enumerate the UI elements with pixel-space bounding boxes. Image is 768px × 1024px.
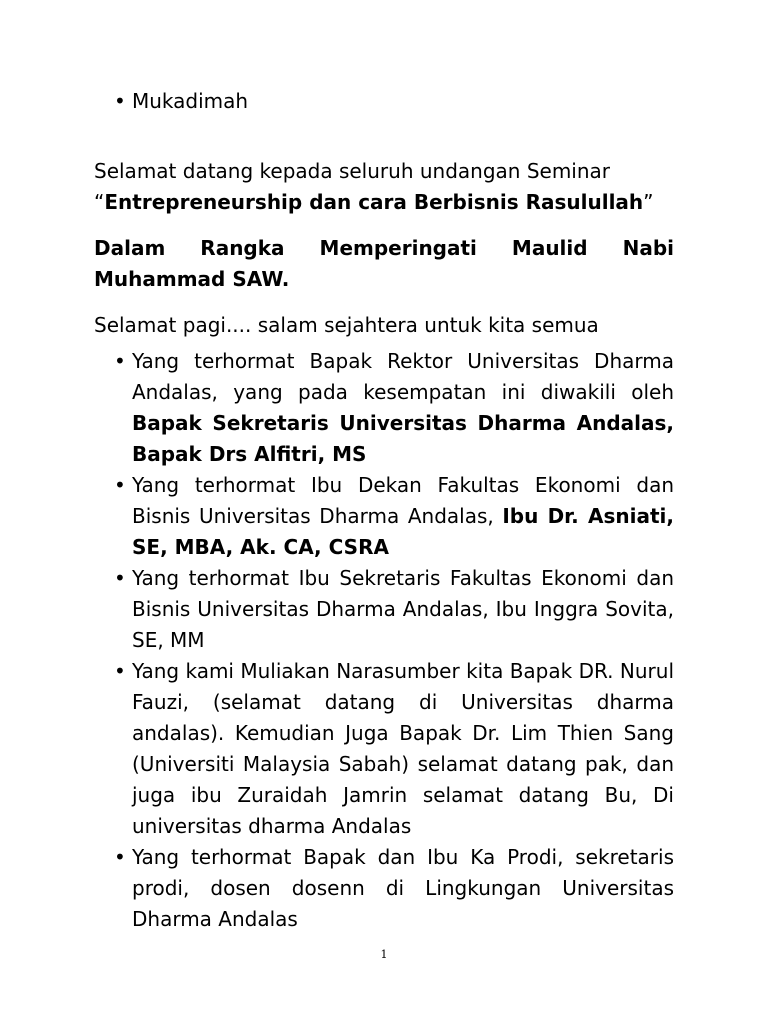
list-item-plain: Yang terhormat Ibu Sekretaris Fakultas Ekonomi dan Bisnis Universitas Dharma Andalas, Ibu Inggra Sovita, SE, MM xyxy=(132,566,674,652)
welcome-paragraph xyxy=(94,156,674,218)
bullet-icon: • xyxy=(114,566,126,590)
list-item-text xyxy=(132,563,674,656)
bullet-icon: • xyxy=(114,659,126,683)
list-item xyxy=(94,346,674,470)
open-quote: “ xyxy=(94,190,105,214)
intro-bullet-text: Mukadimah xyxy=(132,89,249,113)
list-item-text xyxy=(132,842,674,935)
list-item xyxy=(94,656,674,842)
event-heading-line1: Dalam Rangka Memperingati Maulid Nabi xyxy=(94,236,674,260)
list-item-text xyxy=(132,470,674,563)
close-quote: ” xyxy=(643,190,654,214)
list-item-bold: Bapak Sekretaris Universitas Dharma Andalas, Bapak Drs Alfitri, MS xyxy=(132,411,674,466)
list-item xyxy=(94,842,674,935)
list-item-text xyxy=(132,346,674,470)
bullet-icon: • xyxy=(114,473,126,497)
list-item-plain: Yang terhormat Bapak dan Ibu Ka Prodi, sekretaris prodi, dosen dosenn di Lingkungan Universitas Dharma Andalas xyxy=(132,845,674,931)
intro-bullet-row xyxy=(94,86,674,117)
list-item-plain: Yang terhormat Bapak Rektor Universitas Dharma Andalas, yang pada kesempatan ini diwakili oleh xyxy=(132,349,674,404)
list-item xyxy=(94,563,674,656)
list-item-plain: Yang kami Muliakan Narasumber kita Bapak DR. Nurul Fauzi, (selamat datang di Universitas dharma andalas). Kemudian Juga Bapak Dr. Lim Thien Sang (Universiti Malaysia Sabah) selamat datang pak, dan juga ibu Zuraidah Jamrin selamat datang Bu, Di universitas dharma Andalas xyxy=(132,659,674,838)
event-heading xyxy=(94,233,674,295)
bullet-icon: • xyxy=(114,845,126,869)
event-heading-line2: Muhammad SAW. xyxy=(94,267,290,291)
salutation-list xyxy=(94,346,674,935)
seminar-title: Entrepreneurship dan cara Berbisnis Rasulullah xyxy=(104,190,644,214)
list-item xyxy=(94,470,674,563)
page-number: 1 xyxy=(380,948,388,961)
list-item-plain: Yang terhormat Ibu Dekan Fakultas Ekonomi dan Bisnis Universitas Dharma Andalas, xyxy=(132,473,674,528)
list-item-bold: Ibu Dr. Asniati, SE, MBA, Ak. CA, CSRA xyxy=(132,504,674,559)
greeting-text: Selamat pagi.... salam sejahtera untuk kita semua xyxy=(94,313,599,337)
welcome-text: Selamat datang kepada seluruh undangan Seminar xyxy=(94,159,611,183)
list-item-text xyxy=(132,656,674,842)
page-content xyxy=(94,86,674,935)
bullet-icon: • xyxy=(114,349,126,373)
bullet-icon: • xyxy=(114,89,126,113)
